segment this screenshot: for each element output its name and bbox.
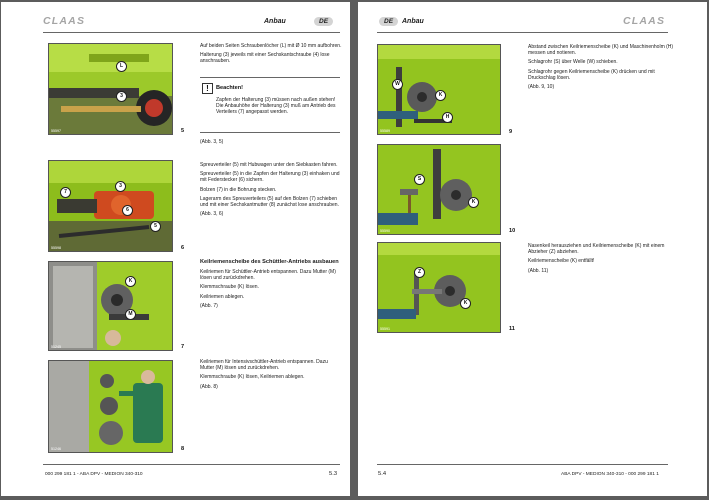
text-block-fig5 <box>200 43 343 68</box>
paragraph: Abstand zwischen Keilriemenscheibe (K) und Maschinenholm (H) messen und notieren. <box>528 44 674 57</box>
header-title: Anbau <box>264 18 286 25</box>
reference-fig11: (Abb. 11) <box>528 267 549 274</box>
reference-fig9: (Abb. 9, 10) <box>528 84 555 91</box>
figure-number-6: 6 <box>181 245 185 251</box>
callout-3: 3 <box>116 91 127 102</box>
note-rule-bottom <box>200 132 340 133</box>
warning-icon: ! <box>202 83 213 94</box>
callout-K: K <box>468 197 479 208</box>
right-page <box>358 2 707 496</box>
paragraph: Keilriemen für Schüttler-Antrieb entspannen. Dazu Mutter (M) lösen und zurückdrehen. <box>200 269 336 282</box>
paragraph: Spreuverteiler (5) in die Zapfen der Halterung (3) einhaken und mit Federstecker (6) sichern. <box>200 171 340 184</box>
callout-6: 6 <box>122 205 133 216</box>
figure-number-10: 10 <box>509 228 516 234</box>
figure-number-11: 11 <box>509 326 515 332</box>
paragraph: Schlagrohr gegen Keilriemenscheibe (K) drücken und mit Druckschlag lösen. <box>528 68 655 81</box>
paragraph: Keilriemen ablegen. <box>200 293 245 300</box>
callout-M: M <box>125 309 136 320</box>
reference-fig6: (Abb. 3, 6) <box>200 211 224 218</box>
image-id: 51245 <box>51 345 61 349</box>
callout-S: S <box>414 174 425 185</box>
callout-H: H <box>442 112 453 123</box>
page-number: 5.4 <box>378 471 387 477</box>
paragraph: Auf beiden Seiten Schraubenlöcher (L) mit Ø 10 mm aufbohren. <box>200 43 342 49</box>
callout-K: K <box>460 298 471 309</box>
figure-6-photo <box>48 160 173 252</box>
page-number: 5.3 <box>329 471 338 477</box>
paragraph: Bolzen (7) in die Bohrung stecken. <box>200 186 277 193</box>
paragraph: Spreuverteiler (5) mit Hubwagen unter den Siebkasten fahren. <box>200 162 338 168</box>
figure-number-5: 5 <box>181 128 185 134</box>
note-rule-top <box>200 77 340 78</box>
text-block-fig9 <box>528 44 674 93</box>
paragraph: Keilriemen für Intensivschüttler-Antrieb entspannen. Dazu Mutter (M) lösen und zurückdrehen. <box>200 359 328 372</box>
language-badge: DE <box>314 17 333 26</box>
text-block-fig6 <box>200 162 343 221</box>
image-id: 51246 <box>51 447 61 451</box>
header-rule <box>43 32 340 33</box>
header-title: Anbau <box>402 18 424 25</box>
callout-5: 5 <box>150 221 161 232</box>
claas-logo: CLAAS <box>43 15 86 27</box>
figure-8-photo <box>48 360 173 453</box>
paragraph: Klemmschraube (K) lösen, Keilriemen ablegen. <box>200 374 305 381</box>
paragraph: Schlagrohr (S) über Welle (W) schieben. <box>528 59 618 66</box>
reference-fig8: (Abb. 8) <box>200 383 218 390</box>
figure-7-photo <box>48 261 173 351</box>
footer-rule <box>43 464 340 465</box>
callout-3: 3 <box>115 181 126 192</box>
image-id: 55591 <box>380 327 390 331</box>
figure-11-photo <box>377 242 501 333</box>
text-block-fig7 <box>200 259 343 312</box>
paragraph: Nasenkeil herausziehen und Keilriemenscheibe (K) mit einem Abzieher (Z) abziehen. <box>528 243 665 256</box>
callout-W: W <box>392 79 403 90</box>
paragraph: Keilriemenscheibe (K) entfällt! <box>528 258 595 265</box>
figure-9-photo <box>377 44 501 135</box>
language-badge: DE <box>379 17 398 26</box>
figure-10-photo <box>377 144 501 235</box>
image-id: 55597 <box>51 129 61 133</box>
paragraph: Klemmschraube (K) lösen. <box>200 284 259 291</box>
figure-number-7: 7 <box>181 344 185 350</box>
paragraph: Halterung (3) jeweils mit einer Sechskantschraube (4) lose anschrauben. <box>200 52 330 65</box>
paragraph: Lagerarm des Spreuverteilers (5) auf den Bolzen (7) schieben und mit einer Sechskantmutter (8) zunächst lose anschrauben. <box>200 195 339 209</box>
reference-fig5: (Abb. 3, 5) <box>200 139 224 145</box>
image-id: 55589 <box>380 129 390 133</box>
note-body: Zapfen der Halterung (3) müssen nach außen stehen! Die Anbauhöhe der Halterung (3) muß am Antrieb des Verteilers (7) angepasst werden. <box>216 97 336 116</box>
callout-7: 7 <box>60 187 71 198</box>
text-block-fig8 <box>200 359 343 393</box>
footer-doc-id: ABA DPV - MEDION 340-310 - 000 299 181 1 <box>561 472 659 477</box>
image-id: 55590 <box>380 229 390 233</box>
note-title: Beachten! <box>216 85 244 91</box>
claas-logo: CLAAS <box>623 15 666 27</box>
text-block-fig11 <box>528 243 674 277</box>
figure-number-9: 9 <box>509 129 513 135</box>
footer-rule <box>377 464 668 465</box>
header-rule <box>377 32 668 33</box>
callout-K: K <box>435 90 446 101</box>
figure-5-photo <box>48 43 173 135</box>
callout-Z: Z <box>414 267 425 278</box>
image-id: 55598 <box>51 246 61 250</box>
section-heading: Keilriemenscheibe des Schüttler-Antriebs ausbauen <box>200 259 339 265</box>
callout-K: K <box>125 276 136 287</box>
callout-L: L <box>116 61 127 72</box>
left-page <box>1 2 350 496</box>
figure-number-8: 8 <box>181 446 185 452</box>
footer-doc-id: 000 299 181 1 - ABA DPV - MEDION 340-310 <box>45 472 143 477</box>
reference-fig7: (Abb. 7) <box>200 302 218 309</box>
